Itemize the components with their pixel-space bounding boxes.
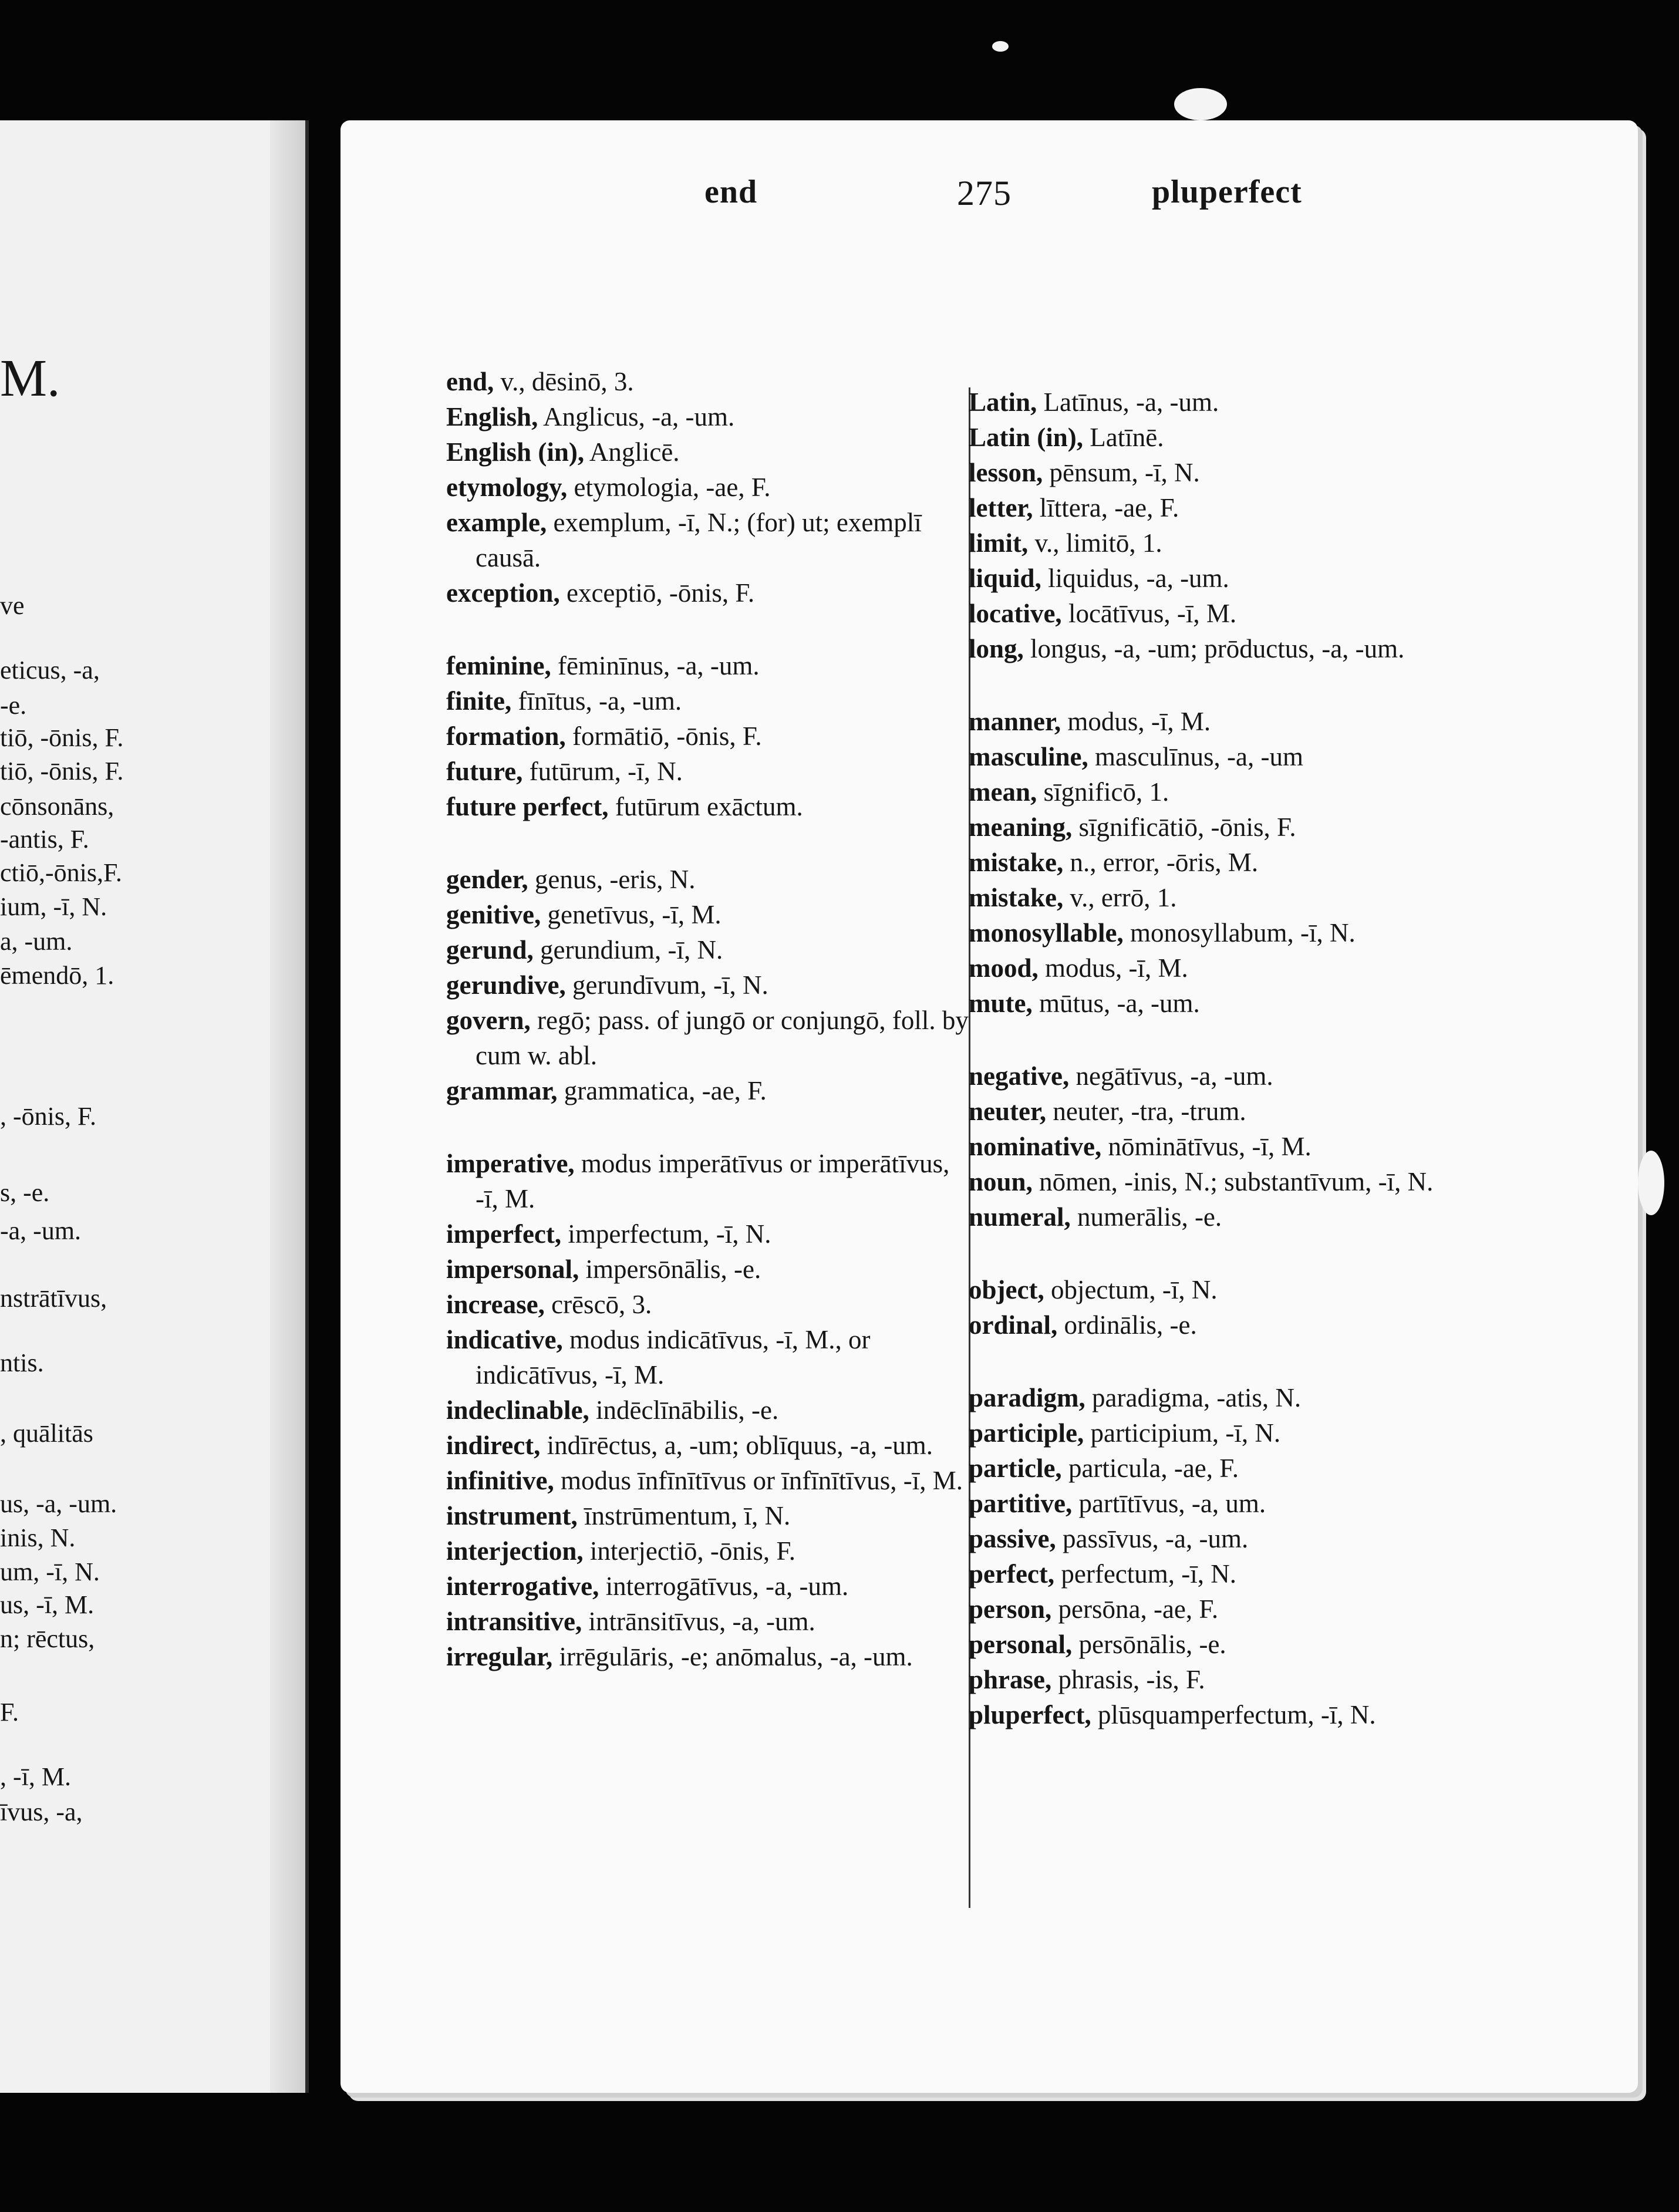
entry-headword: imperfect, [446,1219,562,1249]
dictionary-entry [446,683,975,719]
entry-definition: Anglicē. [584,437,680,467]
entry-definition: monosyllabum, -ī, N. [1123,918,1356,947]
dictionary-entry [969,880,1474,915]
entry-headword: indirect, [446,1431,541,1460]
entry-definition: regō; pass. of jungō or conjungō, foll. by cum w. abl. [476,1006,969,1070]
entry-headword: mistake, [969,848,1064,877]
left-page-line: tiō, -ōnis, F. [0,757,124,785]
left-page-line: inis, N. [0,1523,76,1552]
column-right [969,385,1474,1770]
dictionary-entry [969,1662,1474,1697]
entry-definition: līttera, -ae, F. [1033,493,1179,522]
entry-group [969,704,1474,1021]
entry-headword: finite, [446,686,512,716]
entry-definition: exemplum, -ī, N.; (for) ut; exemplī causā. [476,508,922,572]
left-page-line: -a, -um. [0,1216,82,1245]
entry-group [969,385,1474,666]
entry-headword: formation, [446,721,566,751]
entry-definition: partītīvus, -a, um. [1072,1489,1266,1518]
entry-definition: exceptiō, -ōnis, F. [559,578,755,608]
dictionary-entry [969,1521,1474,1556]
entry-headword: irregular, [446,1642,553,1671]
entry-definition: interjectiō, -ōnis, F. [583,1536,796,1566]
dictionary-entry [446,754,975,789]
entry-headword: genitive, [446,900,541,929]
entry-group [446,364,975,611]
dictionary-entry [446,648,975,683]
entry-headword: gender, [446,865,528,894]
left-page-line: cōnsonāns, [0,792,114,821]
entry-definition: perfectum, -ī, N. [1054,1559,1237,1589]
dictionary-entry [969,1129,1474,1164]
entry-definition: Anglicus, -a, -um. [538,402,735,431]
entry-definition: longus, -a, -um; prōductus, -a, -um. [1023,634,1405,663]
left-page-line: ēmendō, 1. [0,961,114,990]
dictionary-entry [446,1569,975,1604]
entry-definition: fēminīnus, -a, -um. [551,651,760,680]
dictionary-entry [446,1252,975,1287]
dictionary-entry [446,1073,975,1108]
dictionary-entry [969,1415,1474,1451]
entry-definition: neuter, -tra, -trum. [1046,1097,1246,1126]
entry-definition: negātīvus, -a, -um. [1069,1061,1273,1091]
entry-headword: phrase, [969,1665,1052,1694]
entry-definition: futūrum, -ī, N. [522,757,683,786]
dictionary-entry [446,719,975,754]
entry-headword: future, [446,757,523,786]
dictionary-entry [969,1556,1474,1591]
entry-definition: fīnītus, -a, -um. [511,686,682,716]
left-page-line: um, -ī, N. [0,1557,100,1586]
dictionary-entry [969,490,1474,525]
dictionary-entry [969,385,1474,420]
dictionary-entry [969,525,1474,561]
header-right-guideword: pluperfect [1152,174,1302,210]
entry-headword: ordinal, [969,1310,1058,1340]
dictionary-entry [446,505,975,575]
entry-headword: neuter, [969,1097,1047,1126]
entry-headword: personal, [969,1630,1073,1659]
entry-definition: impersōnālis, -e. [579,1255,761,1284]
dictionary-entry [446,399,975,434]
dictionary-entry [969,1058,1474,1094]
dictionary-entry [446,932,975,967]
entry-headword: instrument, [446,1501,578,1530]
left-page-gutter [270,120,305,2093]
left-page-line: tiō, -ōnis, F. [0,723,124,752]
left-page-line: -antis, F. [0,825,89,854]
left-page-line: n; rēctus, [0,1624,95,1653]
entry-headword: manner, [969,707,1061,736]
entry-headword: mute, [969,989,1033,1018]
dictionary-entry [969,704,1474,739]
entry-definition: persōnālis, -e. [1072,1630,1226,1659]
entry-definition: futūrum exāctum. [608,792,803,821]
entry-headword: lesson, [969,458,1043,487]
entry-headword: infinitive, [446,1466,554,1495]
entry-definition: paradigma, -atis, N. [1085,1383,1302,1412]
entry-group [969,1058,1474,1235]
entry-definition: liquidus, -a, -um. [1041,564,1229,593]
left-facing-page [0,120,309,2093]
entry-headword: imperative, [446,1149,575,1178]
entry-headword: English (in), [446,437,585,467]
dictionary-entry [446,1604,975,1639]
entry-headword: gerund, [446,935,534,965]
column-left [446,364,975,1712]
entry-definition: etymologia, -ae, F. [567,473,771,502]
entry-group [969,1380,1474,1732]
dictionary-entry [969,986,1474,1021]
entry-headword: noun, [969,1167,1033,1196]
entry-definition: īnstrūmentum, ī, N. [577,1501,791,1530]
left-page-line: M. [0,349,60,407]
entry-headword: nominative, [969,1132,1102,1161]
entry-headword: particle, [969,1454,1062,1483]
entry-definition: participium, -ī, N. [1084,1418,1281,1448]
dictionary-entry [446,1287,975,1322]
dictionary-entry [969,1307,1474,1343]
entry-headword: passive, [969,1524,1056,1553]
dictionary-entry [969,596,1474,631]
entry-definition: crēscō, 3. [544,1290,652,1319]
dictionary-entry [969,915,1474,950]
entry-headword: object, [969,1275,1044,1304]
left-page-line: nstrātīvus, [0,1284,107,1313]
entry-definition: genetīvus, -ī, M. [541,900,722,929]
entry-definition: formātiō, -ōnis, F. [565,721,762,751]
entry-headword: mood, [969,953,1039,983]
entry-headword: mistake, [969,883,1064,912]
entry-definition: numerālis, -e. [1070,1202,1222,1232]
dictionary-entry [446,364,975,399]
dictionary-entry [446,1146,975,1216]
dictionary-entry [446,1639,975,1674]
page-number: 275 [957,174,1012,213]
left-page-line: ve [0,591,25,620]
left-page-line: us, -a, -um. [0,1489,117,1518]
header-left-guideword: end [704,174,758,210]
dictionary-entry [969,1094,1474,1129]
left-page-line: , -ōnis, F. [0,1102,96,1131]
dictionary-entry [969,561,1474,596]
entry-headword: gerundive, [446,970,566,1000]
entry-headword: liquid, [969,564,1041,593]
entry-headword: indeclinable, [446,1395,589,1425]
dictionary-entry [969,1272,1474,1307]
left-page-line: a, -um. [0,927,73,956]
entry-headword: interrogative, [446,1572,599,1601]
entry-definition: v., limitō, 1. [1028,528,1162,558]
entry-definition: modus imperātīvus or imperātīvus, -ī, M. [476,1149,950,1213]
entry-headword: paradigm, [969,1383,1085,1412]
entry-definition: modus, -ī, M. [1038,953,1188,983]
entry-definition: gerundīvum, -ī, N. [565,970,768,1000]
dictionary-entry [969,1164,1474,1199]
entry-definition: modus indicātīvus, -ī, M., or indicātīvus, -ī, M. [476,1325,871,1390]
entry-definition: grammatica, -ae, F. [557,1076,767,1105]
left-page-line: s, -e. [0,1178,50,1207]
entry-headword: future perfect, [446,792,609,821]
entry-definition: passīvus, -a, -um. [1056,1524,1249,1553]
entry-definition: v., dēsinō, 3. [494,367,634,396]
entry-definition: sīgnificātiō, -ōnis, F. [1072,812,1296,842]
entry-headword: mean, [969,777,1037,807]
entry-headword: indicative, [446,1325,563,1354]
entry-headword: letter, [969,493,1033,522]
left-page-line: ntis. [0,1348,44,1377]
entry-headword: govern, [446,1006,531,1035]
entry-definition: intrānsitīvus, -a, -um. [582,1607,815,1636]
entry-definition: v., errō, 1. [1063,883,1177,912]
entry-group [969,1272,1474,1343]
entry-definition: indīrēctus, a, -um; oblīquus, -a, -um. [540,1431,933,1460]
dictionary-entry [969,1451,1474,1486]
entry-definition: ordinālis, -e. [1057,1310,1197,1340]
dictionary-entry [446,434,975,470]
dictionary-entry [969,845,1474,880]
entry-headword: person, [969,1594,1052,1624]
dictionary-entry [446,470,975,505]
dictionary-entry [446,1498,975,1533]
entry-definition: irrēgulāris, -e; anōmalus, -a, -um. [552,1642,913,1671]
dictionary-entry [969,739,1474,774]
entry-headword: partitive, [969,1489,1073,1518]
dictionary-entry [446,789,975,824]
dictionary-entry [969,950,1474,986]
dictionary-entry [446,1463,975,1498]
entry-definition: pēnsum, -ī, N. [1043,458,1200,487]
dictionary-entry [446,897,975,932]
entry-headword: etymology, [446,473,568,502]
entry-headword: end, [446,367,494,396]
entry-headword: negative, [969,1061,1070,1091]
left-page-line: , quālitās [0,1419,93,1448]
entry-definition: Latīnē. [1083,423,1164,452]
paper-speck [1174,88,1227,120]
entry-headword: feminine, [446,651,551,680]
dictionary-entry [446,1003,975,1073]
entry-headword: masculine, [969,742,1088,771]
dictionary-entry [446,1216,975,1252]
entry-definition: sīgnificō, 1. [1037,777,1169,807]
entry-headword: long, [969,634,1024,663]
entry-definition: imperfectum, -ī, N. [561,1219,771,1249]
left-page-line: ium, -ī, N. [0,892,107,921]
dictionary-entry [446,862,975,897]
left-page-line: īvus, -a, [0,1798,83,1826]
entry-definition: objectum, -ī, N. [1044,1275,1218,1304]
entry-headword: Latin (in), [969,423,1084,452]
dictionary-entry [446,967,975,1003]
entry-definition: interrogātīvus, -a, -um. [599,1572,849,1601]
dictionary-entry [446,1533,975,1569]
entry-definition: particula, -ae, F. [1061,1454,1239,1483]
dictionary-entry [969,774,1474,810]
entry-headword: participle, [969,1418,1084,1448]
entry-definition: locātīvus, -ī, M. [1061,599,1237,628]
entry-definition: genus, -eris, N. [528,865,696,894]
entry-group [446,1146,975,1674]
entry-group [446,862,975,1108]
entry-definition: n., error, -ōris, M. [1063,848,1259,877]
entry-headword: intransitive, [446,1607,582,1636]
dictionary-entry [446,1322,975,1392]
paper-speck [992,41,1009,52]
dictionary-entry [969,810,1474,845]
left-page-line: F. [0,1698,19,1727]
dictionary-entry [446,1428,975,1463]
entry-headword: perfect, [969,1559,1055,1589]
dictionary-entry [446,1392,975,1428]
entry-headword: Latin, [969,387,1037,417]
entry-group [446,648,975,824]
left-page-line: ctiō,-ōnis,F. [0,858,122,887]
dictionary-entry [969,1486,1474,1521]
left-page-line: -e. [0,691,27,720]
entry-headword: exception, [446,578,560,608]
entry-headword: locative, [969,599,1062,628]
dictionary-entry [969,420,1474,455]
left-page-line: us, -ī, M. [0,1590,95,1619]
entry-headword: impersonal, [446,1255,579,1284]
entry-definition: masculīnus, -a, -um [1088,742,1303,771]
entry-definition: modus, -ī, M. [1061,707,1211,736]
entry-headword: increase, [446,1290,545,1319]
dictionary-entry [969,1697,1474,1732]
entry-definition: modus īnfīnītīvus or īnfīnītīvus, -ī, M. [554,1466,963,1495]
entry-definition: indēclīnābilis, -e. [589,1395,779,1425]
dictionary-entry [446,575,975,611]
dictionary-entry [969,1627,1474,1662]
dictionary-entry [969,1199,1474,1235]
entry-definition: Latīnus, -a, -um. [1037,387,1219,417]
entry-headword: limit, [969,528,1029,558]
entry-definition: phrasis, -is, F. [1051,1665,1205,1694]
entry-headword: numeral, [969,1202,1071,1232]
entry-headword: grammar, [446,1076,558,1105]
entry-headword: English, [446,402,538,431]
dictionary-entry [969,1591,1474,1627]
dictionary-entry [969,455,1474,490]
entry-definition: nōmen, -inis, N.; substantīvum, -ī, N. [1032,1167,1434,1196]
entry-headword: monosyllable, [969,918,1124,947]
entry-headword: interjection, [446,1536,584,1566]
entry-headword: example, [446,508,547,537]
left-page-line: , -ī, M. [0,1762,71,1791]
entry-definition: nōminātīvus, -ī, M. [1101,1132,1311,1161]
entry-definition: persōna, -ae, F. [1051,1594,1219,1624]
entry-definition: gerundium, -ī, N. [533,935,723,965]
left-page-line: eticus, -a, [0,656,100,684]
dictionary-entry [969,631,1474,666]
paper-speck [1638,1151,1664,1215]
entry-definition: plūsquamperfectum, -ī, N. [1091,1700,1376,1729]
entry-headword: meaning, [969,812,1073,842]
entry-headword: pluperfect, [969,1700,1091,1729]
dictionary-entry [969,1380,1474,1415]
entry-definition: mūtus, -a, -um. [1032,989,1200,1018]
